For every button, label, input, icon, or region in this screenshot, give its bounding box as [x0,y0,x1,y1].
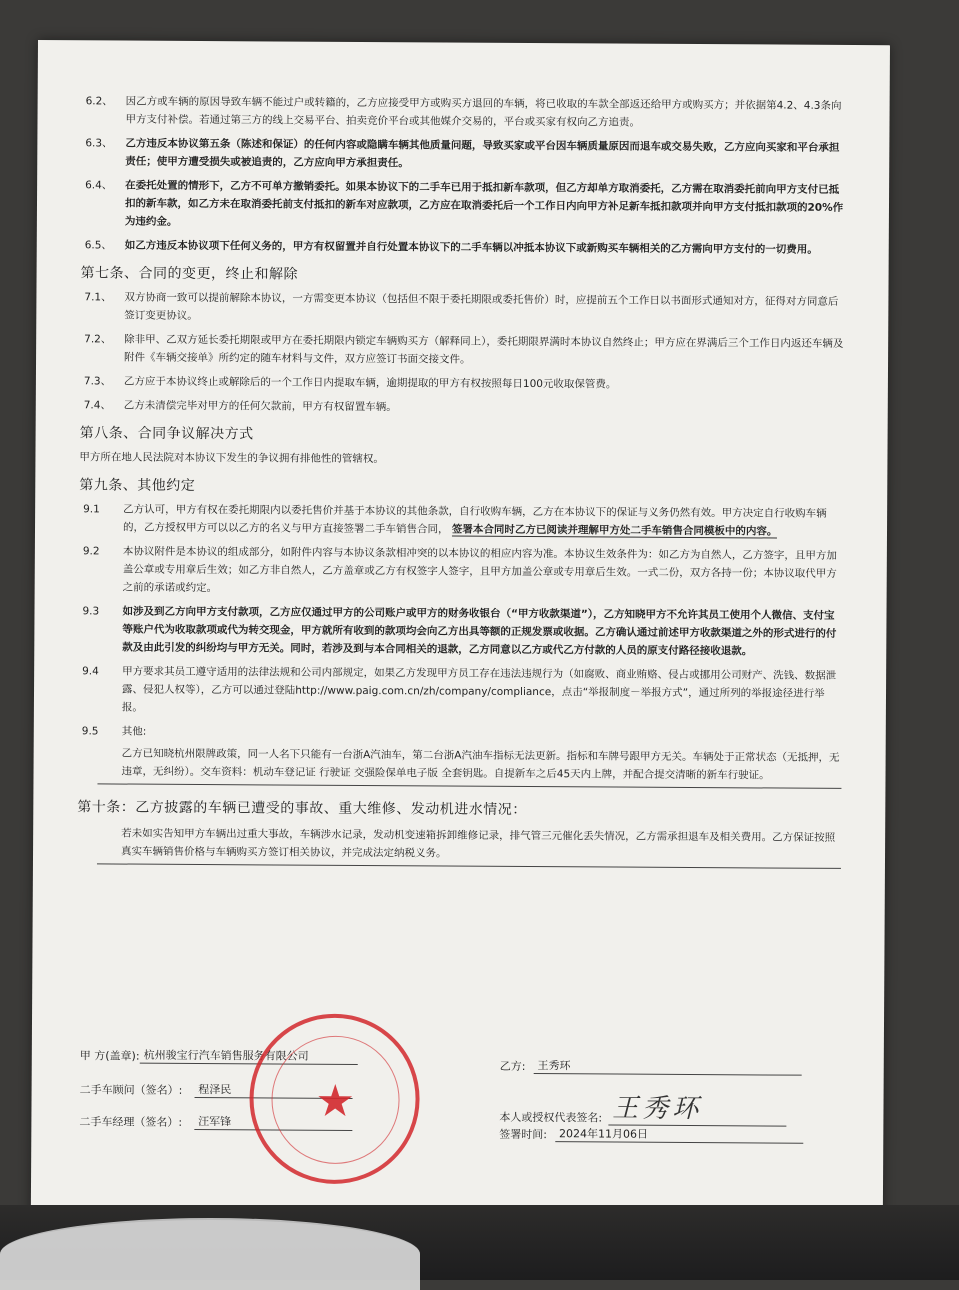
clause-number: 6.3、 [85,137,113,150]
clause-item [85,92,845,133]
clause-text: 乙方未清偿完毕对甲方的任何欠款前，甲方有权留置车辆。 [123,399,397,414]
clause-label: 其他: [121,725,147,738]
clause-emphasis: 签署本合同时乙方已阅读并理解甲方处二手车销售合同模板中的内容。 [451,523,778,538]
paper-fold-edge [0,1218,420,1290]
clause-number: 9.5 [81,725,99,738]
clause-number: 7.1、 [84,291,112,304]
clause-text: 本协议附件是本协议的组成部分，如附件内容与本协议条款相冲突的以本协议的相应内容为准。本协议生效条件为：如乙方为自然人，乙方签字，且甲方加盖公章或专用章后生效；如乙方非自然人，乙方盖章或乙方有权签字人签字，且甲方加盖公章或专用章后生效。一式二份，双方各持一份；本协议取代甲方之前的承诺或约定。 [122,545,837,595]
section-8-text: 甲方所在地人民法院对本协议下发生的争议拥有排他性的管辖权。 [79,451,384,466]
handwritten-signature: 王秀环 [608,1088,786,1127]
clause-text: 因乙方或车辆的原因导致车辆不能过户或转籍的，乙方应接受甲方或购买方退回的车辆，将已收取的车款全部返还给甲方或购买方；并依据第4.2、4.3条向甲方支付补偿。若通过第三方的线上交易平台、拍卖竞价平台或其他媒介交易的，平台或买家有权向乙方追责。 [125,95,842,129]
party-b-label: 乙方: [499,1059,526,1073]
section-7-clauses [84,288,845,419]
clause-number: 6.2、 [85,95,113,108]
representative-row [499,1087,786,1127]
representative-label: 本人或授权代表签名: [499,1110,603,1125]
section-6-clauses [85,92,846,259]
clause-9-4 [82,662,842,721]
clause-number: 9.1 [83,503,100,516]
party-b-row [500,1057,802,1076]
date-value: 2024年11月06日 [555,1125,803,1144]
clause-number: 6.4、 [85,179,113,192]
clause-item [85,134,845,175]
contract-page [31,40,890,1225]
section-9-title: 第九条、其他约定 [79,477,196,494]
date-row [499,1125,803,1144]
clause-text: 乙方违反本协议第五条（陈述和保证）的任何内容或隐瞒车辆其他质量问题，导致买家或平台因车辆质量原因而退车或交易失败，乙方应向买家和平台承担责任；使甲方遭受损失或被追责的，乙方应向甲方承担责任。 [125,137,840,170]
clause-number: 7.2、 [84,333,112,346]
party-b-value: 王秀环 [533,1057,801,1076]
manager-label: 二手车经理（签名）: [79,1115,183,1129]
company-seal-stamp [249,1013,420,1184]
seal-star-icon: ★ [315,1075,356,1127]
clause-number: 6.5、 [84,239,112,252]
clause-item [85,236,845,259]
signature-area [79,1040,840,1205]
clause-text: 乙方应于本协议终止或解除后的一个工作日内提取车辆，逾期提取的甲方有权按照每日100元收取保管费。 [123,375,617,391]
contract-body [77,92,846,869]
clause-9-2 [83,542,843,601]
manager-value: 汪军锋 [194,1113,352,1131]
section-7-title: 第七条、合同的变更，终止和解除 [80,265,299,283]
clause-9-3 [82,602,842,661]
clause-9-1 [83,500,843,541]
clause-text: 除非甲、乙双方延长委托期限或甲方在委托期限内锁定车辆购买方（解释同上），委托期限界满时本协议自然终止；甲方应在界满后三个工作日内返还车辆及附件《车辆交接单》所约定的随车材料与文件，双方应签订书面交接文件。 [124,333,844,366]
clause-text: 如涉及到乙方向甲方支付款项，乙方应仅通过甲方的公司账户或甲方的财务收银台（“甲方收款渠道”），乙方知晓甲方不允许其员工使用个人微信、支付宝等账户代为收取款项或代为转交现金，甲方就所有收到的款项均会向乙方出具等额的正规发票或收据。乙方确认通过前述甲方收款渠道之外的形式进行的付款及由此引发的纠纷均与甲方无关。同时，若涉及到与本合同相关的退款，乙方同意以乙方或代乙方付款的人员的原支付路径接收退款。 [122,605,837,658]
section-10-filled-text: 若未如实告知甲方车辆出过重大事故，车辆涉水记录，发动机变速箱拆卸维修记录，排气管三元催化丢失情况，乙方需承担退车及相关费用。乙方保证按照真实车辆销售价格与车辆购买方签订相关协议，并完成法定纳税义务。 [97,822,841,869]
clause-item [85,176,845,235]
consultant-value: 程泽民 [194,1081,352,1099]
consultant-label: 二手车顾问（签名）: [79,1083,183,1097]
party-a-label: 甲 方(盖章): [79,1049,140,1063]
clause-text: 如乙方违反本协议项下任何义务的，甲方有权留置并自行处置本协议下的二手车辆以冲抵本协议下或新购买车辆相关的乙方需向甲方支付的一切费用。 [124,239,818,256]
clause-number: 9.3 [82,605,100,618]
clause-text: 在委托处置的情形下，乙方不可单方撤销委托。如果本协议下的二手车已用于抵扣新车款项，但乙方却单方取消委托，乙方需在取消委托前向甲方支付已抵扣的新车款，如乙方未在取消委托前支付抵扣的新车对应款项，乙方应在取消委托后一个工作日内向甲方补足新车抵扣款项并向甲方支付抵扣款项的20%作为违约金。 [124,179,844,228]
clause-9-5-filled-text: 乙方已知晓杭州限牌政策，同一人名下只能有一台浙A汽油车，第二台浙A汽油车指标无法更新。指标和车牌号跟甲方无关。车辆处于正常状态（无抵押，无违章，无纠纷）。交车资料：机动车登记证 行驶证 交强险保单电子版 全套钥匙。自提新车之后45天内上牌，并配合提交清晰的新车行驶证。 [97,742,841,789]
clause-item [84,330,844,371]
clause-item [84,288,844,329]
clause-text: 甲方要求其员工遵守适用的法律法规和公司内部规定，如果乙方发现甲方员工存在违法违规行为（如腐败、商业贿赂、侵占或挪用公司财产、洗钱、数据泄露、侵犯人权等），乙方可以通过登陆http://www.paig.com.cn/zh/company/compliance，点击“举报制度－举报方式”，通过所列的举报途径进行举报。 [121,665,837,714]
section-10-title: 第十条：乙方披露的车辆已遭受的事故、重大维修、发动机进水情况： [77,799,527,819]
date-label: 签署时间: [499,1127,548,1142]
clause-number: 9.2 [82,545,100,558]
clause-item [84,372,844,395]
clause-number: 9.4 [82,665,99,678]
clause-number: 7.4、 [83,399,112,412]
clause-item [84,396,844,419]
clause-9-5 [82,722,842,745]
clause-text: 双方协商一致可以提前解除本协议，一方需变更本协议（包括但不限于委托期限或委托售价）时，应提前五个工作日以书面形式通知对方，征得对方同意后签订变更协议。 [124,291,839,322]
clause-text: 乙方认可，甲方有权在委托期限内以委托售价并基于本协议的其他条款，自行收购车辆，乙方在本协议下的保证与义务仍然有效。甲方决定自行收购车辆的，乙方授权甲方可以以乙方的名义与甲方直接签署二手车销售合同， [122,503,827,536]
clause-number: 7.3、 [83,375,112,388]
section-8-title: 第八条、合同争议解决方式 [79,425,254,443]
party-a-value: 杭州骏宝行汽车销售服务有限公司 [140,1047,358,1065]
